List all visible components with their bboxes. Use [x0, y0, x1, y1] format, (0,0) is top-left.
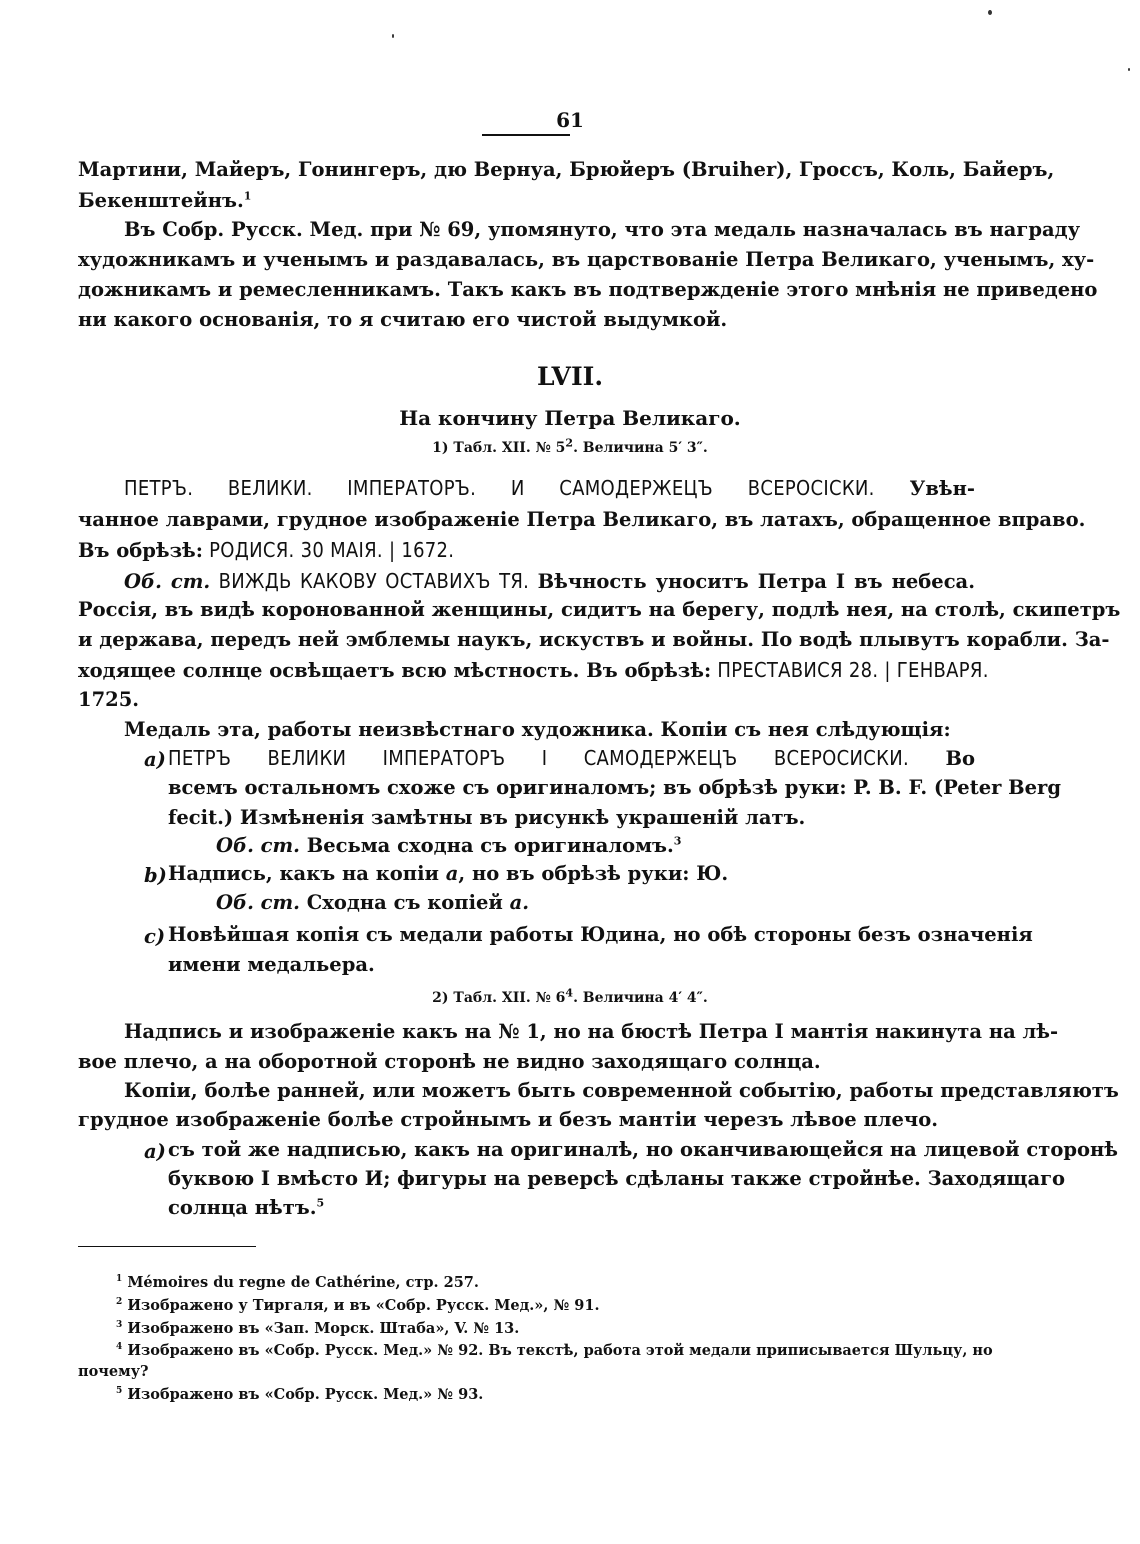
- medal1-reverse-line-2: Россія, въ видѣ коронованной женщины, сидитъ на берегу, подлѣ нея, на столѣ, скипетръ: [78, 598, 1121, 621]
- medal1-obverse-line-3: Въ обрѣзѣ: РОДИСЯ. 30 МАІЯ. | 1672.: [78, 538, 455, 562]
- footnote-2: $^2$ Изображено у Тиргаля, и въ «Собр. Русск. Мед.», № 91.: [116, 1297, 600, 1314]
- medal1-reverse-line-1: Об. ст. ВИЖДЬ КАКОВУ ОСТАВИХЪ ТЯ. Вѣчность уноситъ Петра I въ небеса.: [124, 569, 975, 593]
- intro-line-1: Мартини, Майеръ, Гонингеръ, дю Вернуа, Брюйеръ (Bruiher), Гроссъ, Коль, Байеръ,: [78, 158, 1055, 181]
- medal1-obverse-line-1: ПЕТРЪ. ВЕЛИКИ. ІМПЕРАТОРЪ. И САМОДЕРЖЕЦЪ ВСЕРОСІСКИ. Увѣн-: [124, 476, 975, 500]
- footnote-5: $^5$ Изображено въ «Собр. Русск. Мед.» № 93.: [116, 1386, 484, 1403]
- medal1-obverse-line-2: чанное лаврами, грудное изображеніе Петра Великаго, въ латахъ, обращенное вправо.: [78, 508, 1086, 531]
- scan-speck: [988, 10, 992, 15]
- intro-line-2: Бекенштейнъ.$^1$: [78, 189, 252, 212]
- medal2-copies-line-1: Копіи, болѣе ранней, или можетъ быть современной событію, работы представляютъ: [124, 1079, 1119, 1102]
- footnote-1: $^1$ Mémoires du regne de Cathérine, стр. 257.: [116, 1274, 479, 1291]
- copy-c-label: c): [144, 925, 166, 948]
- copy-b-line-1: Надпись, какъ на копіи a, но въ обрѣзѣ руки: Ю.: [168, 862, 729, 885]
- section-numeral: LVII.: [536, 362, 604, 391]
- footnote-ref-3: 3: [673, 834, 682, 848]
- medal1-reverse-line-5: 1725.: [78, 688, 140, 711]
- medal2-line-2: вое плечо, а на оборотной сторонѣ не видно заходящаго солнца.: [78, 1050, 821, 1073]
- copy-a-reverse: Об. ст. Весьма сходна съ оригиналомъ.$^3$: [216, 834, 682, 857]
- section-title: На кончину Петра Великаго.: [399, 406, 741, 430]
- copy-b-reverse: Об. ст. Сходна съ копіей a.: [216, 891, 530, 914]
- page-number: 61: [556, 108, 584, 132]
- footnote-ref-5: 5: [316, 1196, 325, 1210]
- footnote-ref-2: 2: [565, 436, 574, 450]
- medal1-reverse-line-3: и держава, передъ ней эмблемы наукъ, искуствъ и войны. По водѣ плывутъ корабли. За-: [78, 628, 1110, 651]
- medal1-reverse-line-4: ходящее солнце освѣщаетъ всю мѣстность. Въ обрѣзѣ: ПРЕСТАВИСЯ 28. | ГЕНВАРЯ.: [78, 658, 989, 682]
- copy-c-line-1: Новѣйшая копія съ медали работы Юдина, но обѣ стороны безъ означенія: [168, 923, 1033, 946]
- copies-intro: Медаль эта, работы неизвѣстнаго художника. Копіи съ нея слѣдующія:: [124, 718, 951, 741]
- copy-a-line-2: всемъ остальномъ схоже съ оригиналомъ; въ обрѣзѣ руки: P. B. F. (Peter Berg: [168, 776, 1061, 799]
- footnote-3: $^3$ Изображено въ «Зап. Морск. Штаба», V. № 13.: [116, 1320, 520, 1337]
- medal2-line-1: Надпись и изображеніе какъ на № 1, но на бюстѣ Петра I мантія накинута на лѣ-: [124, 1020, 1059, 1043]
- intro-line-3: Въ Собр. Русск. Мед. при № 69, упомянуто, что эта медаль назначалась въ награду: [124, 218, 1081, 241]
- footnote-ref-4: 4: [565, 986, 574, 1000]
- medal2-copy-a-line-3: солнца нѣтъ.$^5$: [168, 1196, 325, 1219]
- subsection-1-heading: 1) Табл. XII. № $5^2$. Величина 5′ 3″.: [432, 436, 708, 456]
- intro-line-6: ни какого основанія, то я считаю его чистой выдумкой.: [78, 308, 728, 331]
- page-number-rule: [482, 134, 570, 136]
- medal2-copies-line-2: грудное изображеніе болѣе стройнымъ и безъ мантіи черезъ лѣвое плечо.: [78, 1108, 938, 1131]
- medal2-copy-a-label: a): [144, 1140, 166, 1163]
- copy-a-label: a): [144, 748, 166, 771]
- footnote-ref-1: 1: [243, 189, 252, 203]
- scan-speck: [392, 34, 394, 38]
- subsection-2-heading: 2) Табл. XII. № $6^4$. Величина 4′ 4″.: [432, 986, 708, 1006]
- intro-line-5: дожникамъ и ремесленникамъ. Такъ какъ въ подтвержденіе этого мнѣнія не приведено: [78, 278, 1098, 301]
- footnote-4-continued: почему?: [78, 1363, 149, 1380]
- footnote-4: $^4$ Изображено въ «Собр. Русск. Мед.» № 92. Въ текстѣ, работа этой медали приписывается Шульцу, но: [116, 1342, 993, 1359]
- footnote-separator: [78, 1246, 256, 1247]
- copy-c-line-2: имени медальера.: [168, 953, 375, 976]
- intro-line-4: художникамъ и ученымъ и раздавалась, въ царствованіе Петра Великаго, ученымъ, ху-: [78, 248, 1095, 271]
- copy-a-line-1: ПЕТРЪ ВЕЛИКИ ІМПЕРАТОРЪ I САМОДЕРЖЕЦЪ ВСЕРОСИСКИ. Во: [168, 746, 975, 770]
- scan-speck: [1128, 68, 1130, 71]
- medal2-copy-a-line-2: буквою I вмѣсто И; фигуры на реверсѣ сдѣланы также стройнѣе. Заходящаго: [168, 1167, 1066, 1190]
- copy-a-line-3: fecit.) Измѣненія замѣтны въ рисункѣ украшеній латъ.: [168, 806, 806, 829]
- medal2-copy-a-line-1: съ той же надписью, какъ на оригиналѣ, но оканчивающейся на лицевой сторонѣ: [168, 1138, 1119, 1161]
- copy-b-label: b): [144, 864, 167, 887]
